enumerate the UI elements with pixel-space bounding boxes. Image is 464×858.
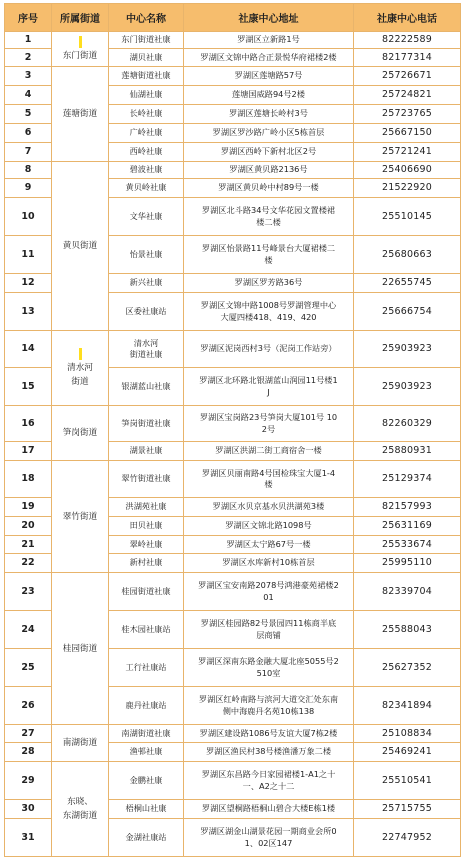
street-label-line-2: 东湖街道 — [62, 811, 98, 821]
street-label-line-1: 清水河 — [67, 363, 93, 373]
street-label-line-2: 街道 — [71, 377, 89, 387]
table-row — [5, 406, 461, 442]
row-phone: 25510145 — [354, 198, 461, 236]
row-seq: 26 — [5, 687, 52, 725]
row-address: 罗湖区罗芳路36号 — [184, 274, 354, 293]
address-line-2: 大厦四楼418、419、420 — [220, 311, 317, 322]
row-address — [184, 819, 354, 857]
row-phone: 25995110 — [354, 554, 461, 573]
address-line-1: 罗湖区怡景路11号峰景台大厦裙楼二 — [201, 243, 336, 253]
row-phone: 25108834 — [354, 725, 461, 743]
row-seq: 18 — [5, 461, 52, 498]
street-cuizhu: 翠竹街道 — [52, 461, 109, 573]
address-line-1: 罗湖区北环路北银湖蓝山润园11号楼1 — [199, 375, 338, 385]
row-name: 莲塘街道社康 — [109, 67, 184, 86]
address-line-2: 侧中海鹿丹名苑10栋138 — [222, 705, 315, 716]
row-address — [184, 687, 354, 725]
row-name: 区委社康站 — [109, 293, 184, 331]
row-seq: 19 — [5, 498, 52, 517]
address-line-2: J — [267, 386, 270, 397]
row-seq: 24 — [5, 611, 52, 649]
row-seq: 7 — [5, 143, 52, 162]
address-line-2: 楼 — [264, 479, 273, 489]
row-phone: 25903923 — [354, 368, 461, 406]
header-phone: 社康中心电话 — [354, 4, 461, 32]
row-seq: 25 — [5, 649, 52, 687]
row-name: 桂园街道社康 — [109, 573, 184, 611]
address-line-2: 01 — [263, 591, 274, 602]
row-phone: 25880931 — [354, 442, 461, 461]
address-line-1: 罗湖区北斗路34号文华花园文置楼裙 — [201, 205, 336, 215]
row-seq: 8 — [5, 162, 52, 179]
row-phone: 25666754 — [354, 293, 461, 331]
row-address — [184, 406, 354, 442]
row-address: 莲塘国威路94号2楼 — [184, 86, 354, 105]
clinic-table-container — [4, 3, 460, 857]
row-address: 罗湖区罗沙路广岭小区5栋首层 — [184, 124, 354, 143]
street-sungang: 笋岗街道 — [52, 406, 109, 461]
row-seq: 5 — [5, 105, 52, 124]
address-line-2: 2号 — [261, 423, 276, 434]
row-phone: 25715755 — [354, 800, 461, 819]
address-line-1: 罗湖区深南东路金融大厦北座5055号2 — [198, 656, 339, 666]
row-address — [184, 611, 354, 649]
row-name: 东门街道社康 — [109, 32, 184, 49]
row-name: 碧波社康 — [109, 162, 184, 179]
street-huangbei: 黄贝街道 — [52, 162, 109, 331]
row-address: 罗湖区文锦北路1098号 — [184, 517, 354, 536]
street-guiyuan: 桂园街道 — [52, 573, 109, 725]
row-seq: 4 — [5, 86, 52, 105]
address-line-2: 楼 — [264, 254, 273, 265]
table-row — [5, 32, 461, 49]
row-phone: 25724821 — [354, 86, 461, 105]
row-address: 罗湖区望桐路梧桐山碧合大楼E栋1楼 — [184, 800, 354, 819]
row-seq: 21 — [5, 536, 52, 554]
row-seq: 9 — [5, 179, 52, 198]
row-name: 南湖街道社康 — [109, 725, 184, 743]
row-phone: 25631169 — [354, 517, 461, 536]
row-seq: 27 — [5, 725, 52, 743]
row-phone: 25406690 — [354, 162, 461, 179]
table-row — [5, 573, 461, 611]
row-name: 文华社康 — [109, 198, 184, 236]
row-phone: 25588043 — [354, 611, 461, 649]
row-seq: 28 — [5, 743, 52, 762]
row-name: 洪湖苑社康 — [109, 498, 184, 517]
row-phone: 22747952 — [354, 819, 461, 857]
row-address: 罗湖区文锦中路合正景悦华府裙楼2楼 — [184, 49, 354, 67]
street-dongxiao — [52, 762, 109, 857]
row-address: 罗湖区水贝京基水贝洪湖苑3楼 — [184, 498, 354, 517]
address-line-1: 罗湖区桂园路82号景园四11栋商半底 — [200, 618, 337, 628]
address-line-1: 罗湖区贝丽南路4号国检珠宝大厦1-4 — [201, 467, 336, 478]
row-seq: 17 — [5, 442, 52, 461]
name-line-1: 清水河 — [133, 337, 159, 348]
row-seq: 30 — [5, 800, 52, 819]
row-name: 渔邨社康 — [109, 743, 184, 762]
row-address: 罗湖区水库新村10栋首层 — [184, 554, 354, 573]
row-name: 翠竹街道社康 — [109, 461, 184, 498]
row-seq: 23 — [5, 573, 52, 611]
address-line-2: 1、02区147 — [244, 837, 293, 848]
row-seq: 11 — [5, 236, 52, 274]
row-address: 罗湖区西岭下新村北区2号 — [184, 143, 354, 162]
row-phone: 25721241 — [354, 143, 461, 162]
table-row — [5, 725, 461, 743]
address-line-2: 楼二楼 — [256, 216, 281, 227]
row-phone: 82222589 — [354, 32, 461, 49]
street-qingshuihe — [52, 331, 109, 406]
row-name: 金鹏社康 — [109, 762, 184, 800]
row-seq: 31 — [5, 819, 52, 857]
row-name: 仙湖社康 — [109, 86, 184, 105]
row-address — [184, 649, 354, 687]
row-name: 笋岗街道社康 — [109, 406, 184, 442]
row-address: 罗湖区黄贝岭中村89号一楼 — [184, 179, 354, 198]
row-seq: 2 — [5, 49, 52, 67]
row-address: 罗湖区建设路1086号友谊大厦7栋2楼 — [184, 725, 354, 743]
row-phone: 25680663 — [354, 236, 461, 274]
highlight-marker — [79, 348, 82, 360]
header-name: 中心名称 — [109, 4, 184, 32]
row-address: 罗湖区渔民村38号楼渔潘万象二楼 — [184, 743, 354, 762]
row-name: 黄贝岭社康 — [109, 179, 184, 198]
row-name: 新村社康 — [109, 554, 184, 573]
table-header-row — [5, 4, 461, 32]
row-phone: 82177314 — [354, 49, 461, 67]
row-address — [184, 198, 354, 236]
row-seq: 13 — [5, 293, 52, 331]
row-name: 湖贝社康 — [109, 49, 184, 67]
row-name: 西岭社康 — [109, 143, 184, 162]
row-seq: 16 — [5, 406, 52, 442]
row-seq: 14 — [5, 331, 52, 368]
row-seq: 29 — [5, 762, 52, 800]
row-name: 新兴社康 — [109, 274, 184, 293]
row-name: 长岭社康 — [109, 105, 184, 124]
row-seq: 3 — [5, 67, 52, 86]
row-address: 罗湖区立新路1号 — [184, 32, 354, 49]
row-name — [109, 331, 184, 368]
row-address — [184, 368, 354, 406]
row-name: 金湖社康站 — [109, 819, 184, 857]
row-address — [184, 573, 354, 611]
row-phone: 25129374 — [354, 461, 461, 498]
row-phone: 25726671 — [354, 67, 461, 86]
row-phone: 22655745 — [354, 274, 461, 293]
row-phone: 82341894 — [354, 687, 461, 725]
row-phone: 25667150 — [354, 124, 461, 143]
address-line-1: 罗湖区文锦中路1008号罗湖管理中心 — [200, 300, 337, 310]
row-phone: 82157993 — [354, 498, 461, 517]
row-phone: 25510541 — [354, 762, 461, 800]
street-label-line-1: 东晓、 — [67, 797, 93, 807]
row-seq: 20 — [5, 517, 52, 536]
row-address: 罗湖区黄贝路2136号 — [184, 162, 354, 179]
row-name: 梧桐山社康 — [109, 800, 184, 819]
table-row — [5, 162, 461, 179]
header-street: 所属街道 — [52, 4, 109, 32]
row-name: 湖景社康 — [109, 442, 184, 461]
row-address — [184, 461, 354, 498]
row-name: 怡景社康 — [109, 236, 184, 274]
row-name: 田贝社康 — [109, 517, 184, 536]
row-phone: 25533674 — [354, 536, 461, 554]
street-label: 东门街道 — [62, 51, 98, 61]
row-phone: 21522920 — [354, 179, 461, 198]
row-name: 工行社康站 — [109, 649, 184, 687]
address-line-1: 罗湖区东昌路今日家园裙楼1-A1之十 — [201, 769, 336, 779]
row-name: 鹿丹社康站 — [109, 687, 184, 725]
row-address — [184, 762, 354, 800]
address-line-1: 罗湖区红岭南路与滨河大道交汇处东南 — [198, 694, 339, 704]
table-row — [5, 762, 461, 800]
row-seq: 6 — [5, 124, 52, 143]
header-seq: 序号 — [5, 4, 52, 32]
table-row — [5, 461, 461, 498]
row-name: 银湖蓝山社康 — [109, 368, 184, 406]
name-line-2: 街道社康 — [129, 349, 163, 359]
table-row — [5, 331, 461, 368]
row-address — [184, 293, 354, 331]
highlight-marker — [79, 36, 82, 48]
row-phone: 25903923 — [354, 331, 461, 368]
table-row — [5, 67, 461, 86]
street-nanhu: 南湖街道 — [52, 725, 109, 762]
row-phone: 25723765 — [354, 105, 461, 124]
address-line-1: 罗湖区宝岗路23号笋岗大厦101号 10 — [199, 412, 338, 422]
header-address: 社康中心地址 — [184, 4, 354, 32]
row-seq: 10 — [5, 198, 52, 236]
row-address: 罗湖区莲塘路57号 — [184, 67, 354, 86]
row-phone: 82260329 — [354, 406, 461, 442]
address-line-2: 510室 — [256, 667, 281, 678]
row-address — [184, 236, 354, 274]
row-address: 罗湖区泥岗西村3号（泥岗工作站旁） — [184, 331, 354, 368]
row-address: 罗湖区莲塘长岭村3号 — [184, 105, 354, 124]
address-line-2: 层商铺 — [256, 629, 281, 640]
row-phone: 25627352 — [354, 649, 461, 687]
row-address: 罗湖区太宁路67号一楼 — [184, 536, 354, 554]
row-seq: 1 — [5, 32, 52, 49]
community-health-center-table — [4, 3, 461, 857]
row-seq: 12 — [5, 274, 52, 293]
row-address: 罗湖区洪湖二街工商宿舍一楼 — [184, 442, 354, 461]
address-line-1: 罗湖区宝安南路2078号鸿港豪苑裙楼2 — [198, 580, 339, 590]
street-dongmen — [52, 32, 109, 67]
row-phone: 82339704 — [354, 573, 461, 611]
row-name: 桂木园社康站 — [109, 611, 184, 649]
row-name: 翠岭社康 — [109, 536, 184, 554]
row-name: 广岭社康 — [109, 124, 184, 143]
street-lianhang: 莲塘街道 — [52, 67, 109, 162]
address-line-1: 罗湖区湖金山湖景花园一期商业会所0 — [200, 826, 337, 836]
row-seq: 22 — [5, 554, 52, 573]
row-seq: 15 — [5, 368, 52, 406]
address-line-2: 一、A2之十二 — [242, 780, 295, 791]
row-phone: 25469241 — [354, 743, 461, 762]
